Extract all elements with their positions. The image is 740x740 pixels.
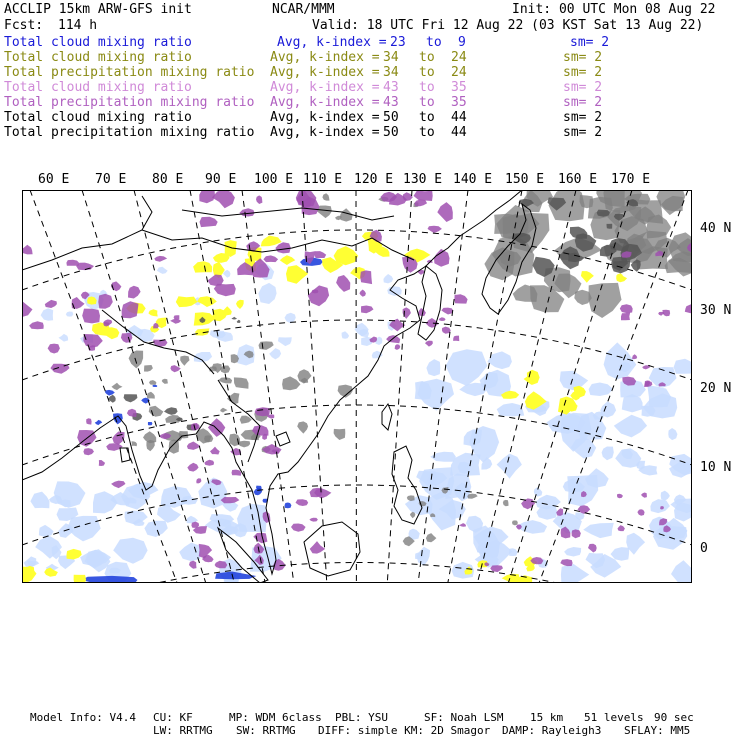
field-5-sm: sm= 2 <box>563 110 603 125</box>
field-5-to: 44 <box>451 110 467 125</box>
field-6-to: 44 <box>451 125 467 140</box>
lon-label: 130 E <box>403 172 443 187</box>
lon-label: 150 E <box>505 172 545 187</box>
light-blue-cloud <box>674 359 692 374</box>
lon-label: 70 E <box>95 172 127 187</box>
field-4-avg: Avg, k-index = <box>270 95 380 110</box>
org-label: NCAR/MMM <box>272 2 335 17</box>
field-2-sm: sm= 2 <box>563 65 603 80</box>
field-3-sm: sm= 2 <box>563 80 603 95</box>
field-0-sm: sm= 2 <box>570 35 610 50</box>
forecast-map <box>22 190 692 583</box>
gray-cloud <box>234 377 249 388</box>
field-0-name: Total cloud mixing ratio <box>4 35 192 50</box>
purple-cloud <box>86 418 91 424</box>
field-4-to-word: to <box>419 95 435 110</box>
model-title: ACCLIP 15km ARW-GFS init <box>4 2 192 17</box>
field-6-name: Total precipitation mixing ratio <box>4 125 255 140</box>
field-6-to-word: to <box>419 125 435 140</box>
vertical-levels: 51 levels <box>584 711 644 724</box>
lon-label: 170 E <box>611 172 651 187</box>
damp-scheme: DAMP: Rayleigh3 <box>502 724 602 737</box>
field-6-avg: Avg, k-index = <box>270 125 380 140</box>
field-4-sm: sm= 2 <box>563 95 603 110</box>
init-time: Init: 00 UTC Mon 08 Aug 22 <box>512 2 716 17</box>
field-4-name: Total precipitation mixing ratio <box>4 95 255 110</box>
field-6-from: 50 <box>383 125 399 140</box>
blue-cloud <box>81 576 137 583</box>
field-4-to: 35 <box>451 95 467 110</box>
field-2-from: 34 <box>383 65 399 80</box>
field-1-to: 24 <box>451 50 467 65</box>
valid-time: Valid: 18 UTC Fri 12 Aug 22 (03 KST Sat 13 Aug 22) <box>312 18 704 33</box>
field-3-to-word: to <box>419 80 435 95</box>
field-1-to-word: to <box>419 50 435 65</box>
forecast-hour: 114 h <box>58 18 98 33</box>
purple-cloud <box>360 270 372 284</box>
lon-label: 140 E <box>453 172 493 187</box>
field-1-avg: Avg, k-index = <box>270 50 380 65</box>
cu-scheme: CU: KF <box>153 711 193 724</box>
field-6-sm: sm= 2 <box>563 125 603 140</box>
lon-label: 110 E <box>303 172 343 187</box>
sf-scheme: SF: Noah LSM <box>424 711 504 724</box>
field-5-avg: Avg, k-index = <box>270 110 380 125</box>
lon-label: 100 E <box>254 172 294 187</box>
lat-label: 10 N <box>700 460 732 475</box>
field-2-name: Total precipitation mixing ratio <box>4 65 255 80</box>
lon-label: 80 E <box>152 172 184 187</box>
yellow-cloud <box>74 575 87 583</box>
mp-scheme: MP: WDM 6class <box>229 711 322 724</box>
field-0-to: 9 <box>458 35 466 50</box>
resolution: 15 km <box>530 711 564 724</box>
field-4-from: 43 <box>383 95 399 110</box>
forecast-label: Fcst: <box>4 18 44 33</box>
field-5-from: 50 <box>383 110 399 125</box>
field-1-sm: sm= 2 <box>563 50 603 65</box>
sflay-scheme: SFLAY: MM5 <box>624 724 691 737</box>
field-0-avg: Avg, k-index = <box>277 35 387 50</box>
pbl-scheme: PBL: YSU <box>335 711 388 724</box>
field-0-from: 23 <box>390 35 406 50</box>
diff-scheme: DIFF: simple KM: 2D Smagor <box>318 724 491 737</box>
gray-cloud <box>169 439 179 453</box>
blue-cloud <box>148 422 153 425</box>
field-1-from: 34 <box>383 50 399 65</box>
field-3-to: 35 <box>451 80 467 95</box>
dark-gray-cloud <box>607 224 613 229</box>
purple-cloud <box>255 407 271 416</box>
field-5-to-word: to <box>419 110 435 125</box>
lon-label: 120 E <box>354 172 394 187</box>
field-3-avg: Avg, k-index = <box>270 80 380 95</box>
lat-label: 40 N <box>700 221 732 236</box>
field-1-name: Total cloud mixing ratio <box>4 50 192 65</box>
field-2-avg: Avg, k-index = <box>270 65 380 80</box>
sw-scheme: SW: RRTMG <box>236 724 296 737</box>
model-info: Model Info: V4.4 <box>30 711 136 724</box>
lon-label: 60 E <box>38 172 70 187</box>
lat-label: 0 <box>700 541 708 556</box>
yellow-cloud <box>527 370 540 385</box>
lw-scheme: LW: RRTMG <box>153 724 213 737</box>
field-0-to-word: to <box>426 35 442 50</box>
gray-cloud <box>179 431 189 438</box>
field-2-to-word: to <box>419 65 435 80</box>
field-3-from: 43 <box>383 80 399 95</box>
field-3-name: Total cloud mixing ratio <box>4 80 192 95</box>
time-step: 90 sec <box>654 711 694 724</box>
purple-cloud <box>621 312 630 320</box>
field-2-to: 24 <box>451 65 467 80</box>
lat-label: 30 N <box>700 303 732 318</box>
lon-label: 90 E <box>205 172 237 187</box>
purple-cloud <box>660 506 664 509</box>
lon-label: 160 E <box>558 172 598 187</box>
purple-cloud <box>620 304 633 313</box>
field-5-name: Total cloud mixing ratio <box>4 110 192 125</box>
lat-label: 20 N <box>700 381 732 396</box>
purple-cloud <box>453 336 459 342</box>
purple-cloud <box>82 309 100 324</box>
